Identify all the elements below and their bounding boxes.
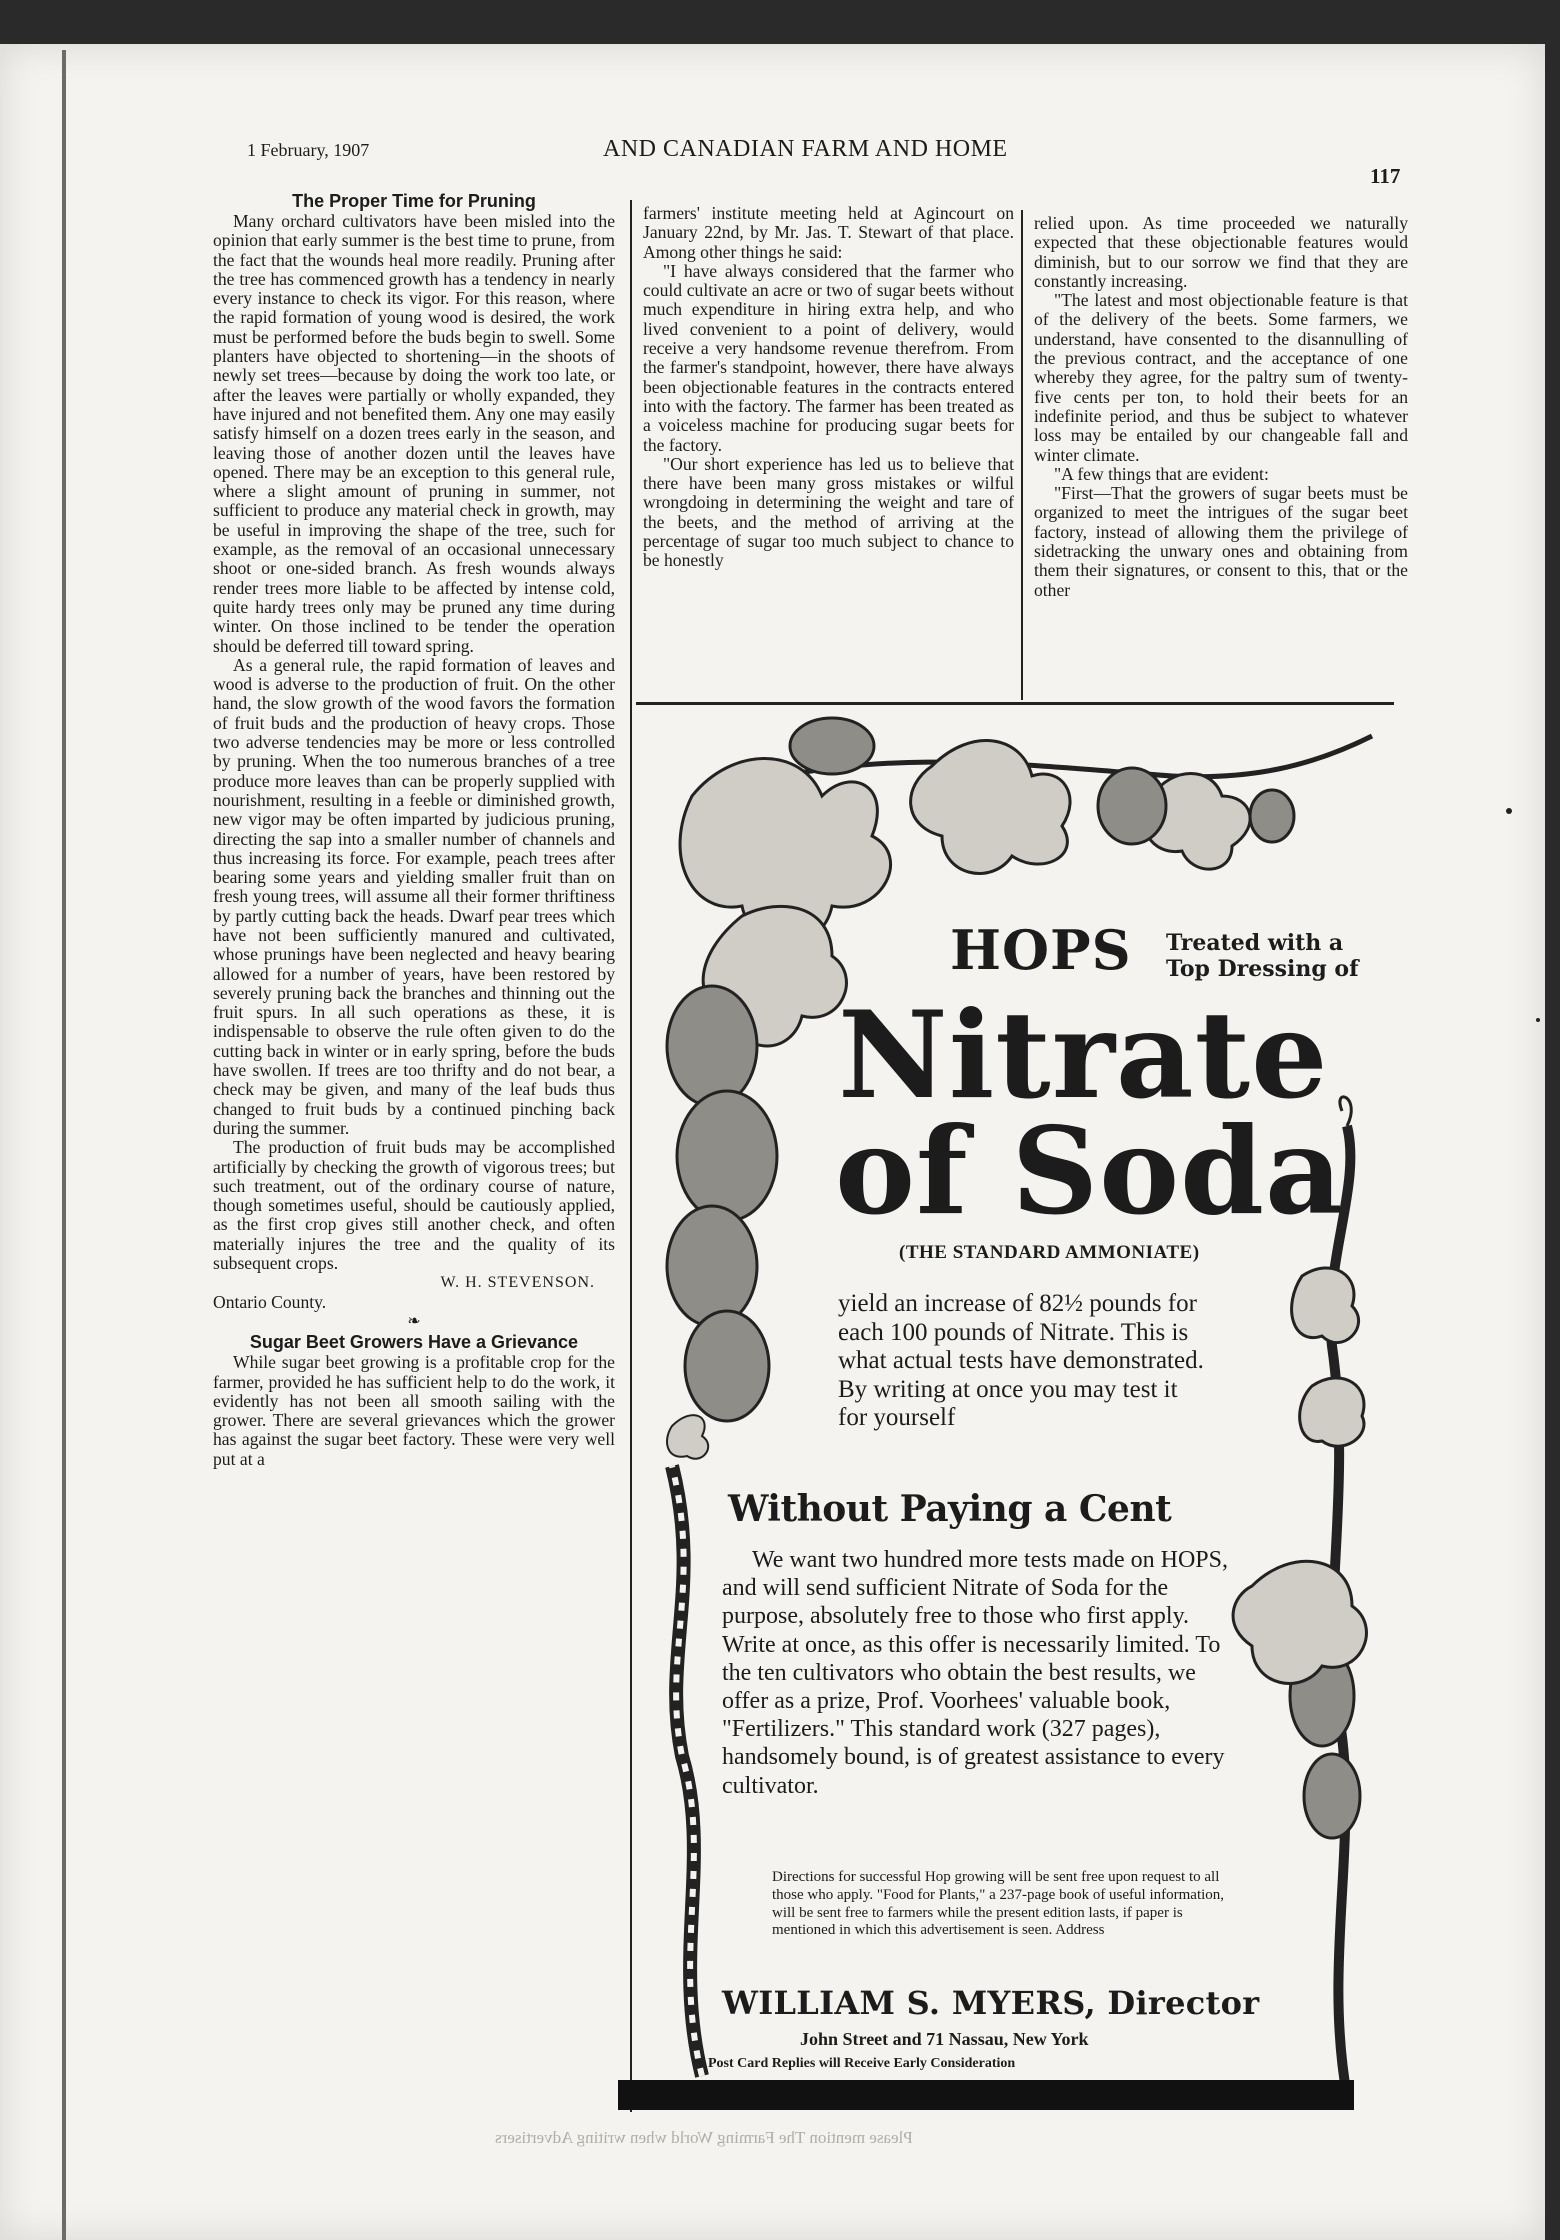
page-header [0,136,1545,188]
ad-address: John Street and 71 Nassau, New York [800,2029,1089,2049]
ad-nitrate-headline: Nitrate [838,985,1329,1126]
author-signature: W. H. STEVENSON. [440,1274,595,1292]
ad-treated-line1: Treated with a [1166,930,1344,956]
author-location: Ontario County. [213,1291,327,1312]
paragraph: "A few things that are evident: [1054,463,1269,484]
ad-treated-line2: Top Dressing of [1166,956,1359,982]
column-2 [643,204,1014,571]
paragraph: The production of fruit buds may be accomplished artificially by checking the growth of vigorous trees; but such treatment, out of the ordinary course of nature, though sometimes useful, should be cautiously applied, as the first crop gives still another check, and often materially injures the tree and the quality of its subsequent crops. [213,1137,615,1274]
column-1 [213,190,615,1469]
article-heading-sugar-beet: Sugar Beet Growers Have a Grievance [249,1332,579,1353]
header-date: 1 February, 1907 [247,140,370,160]
header-title: AND CANADIAN FARM AND HOME [603,136,1008,162]
ad-offer-text: We want two hundred more tests made on HOPS, and will send sufficient Nitrate of Soda for the purpose, absolutely free to those who first apply. Write at once, as this offer is necessarily limited. To the ten cultivators who obtain the best results, we offer as a prize, Prof. Voorhees' valuable book, "Fertilizers." This standard work (327 pages), handsomely bound, is of greatest assistance to every cultivator. [722,1547,1228,1799]
show-through-footer: Please mention The Farming World when writing Advertisers [495,2128,913,2147]
paragraph: As a general rule, the rapid formation of leaves and wood is adverse to the production of fruit. On the other hand, the slow growth of the wood favors the formation of fruit buds and the production of heavy crops. Those two adverse tendencies may be more or less controlled by pruning. When the too numerous branches of a tree produce more leaves than can be properly supplied with nourishment, resulting in a feeble or diminished growth, new vigor may be often imparted by judicious pruning, directing the sap into a smaller number of channels and thus increasing its force. For example, peach trees after bearing some years and yielding smaller fruit than on fresh young trees, will assume all their former thriftiness by partly cutting back the heads. Dwarf pear trees which have not been sufficiently manured and cultivated, whose prunings have been neglected and heavy bearing allowed for a number of years, have been restored by severely pruning back the branches and thinning out the fruit spurs. In all such operations as these, it is indispensable to observe the rule often given to do the cutting back in winter or in early spring, before the buds have swollen. If trees are too thrifty and do not bear, a check may be given, and many of the leaf buds thus changed to fruit buds by a continued pinching back during the summer. [213,654,615,1138]
ad-of-soda-headline: of Soda [835,1101,1344,1242]
column-divider [1021,210,1023,700]
paragraph: "First—That the growers of sugar beets must be organized to meet the intrigues of the sugar beet factory, instead of allowing them the privilege of sidetracking the unwary ones and obtaining from them their signatures, or consent to this, that or the other [1034,483,1408,600]
column-3 [1034,214,1408,600]
advertisement-top-rule [636,702,1394,705]
ornament-icon: ❧ [407,1312,421,1330]
ad-without-paying-heading: Without Paying a Cent [728,1488,1172,1530]
paragraph: "I have always considered that the farmer who could cultivate an acre or two of sugar beets without much expenditure in hiring extra help, and who lived convenient to a point of delivery, would receive a very handsome revenue therefrom. From the farmer's standpoint, however, there have always been objectionable features in the contracts entered into with the factory. The farmer has been treated as a voiceless machine for producing sugar beets for the factory. [643,260,1014,455]
ad-treated-line [1166,930,1359,982]
article-heading-pruning: The Proper Time for Pruning [292,191,536,211]
page-gutter-line [62,50,66,2240]
print-speck [1506,808,1512,814]
paragraph: relied upon. As time proceeded we naturally expected that these objectionable features would diminish, but to our sorrow we find that they are constantly increasing. [1034,213,1408,291]
paragraph: farmers' institute meeting held at Agincourt on January 22nd, by Mr. Jas. T. Stewart of that place. Among other things he said: [643,203,1014,262]
ad-director-name: WILLIAM S. MYERS, Director [722,1984,1260,2022]
advertisement-base-bar [618,2080,1354,2110]
print-speck [1536,1018,1540,1022]
nitrate-of-soda-advertisement [632,706,1394,2112]
ad-yield-text: yield an increase of 82½ pounds for each 100 pounds of Nitrate. This is what actual tests have demonstrated. By writing at once you may test it for yourself [838,1290,1204,1431]
paragraph: "The latest and most objectionable feature is that of the delivery of the beets. Some farmers, we understand, have consented to the disannulling of the previous contract, and the acceptance of one whereby they agree, for the paltry sum of twenty-five cents per ton, to hold their beets for an indefinite period, and thus be subject to whatever loss may be entailed by our changeable fall and winter climate. [1034,290,1408,465]
ad-ammoniate: (THE STANDARD AMMONIATE) [899,1242,1200,1263]
ad-hops-word: HOPS [950,918,1132,982]
page-number: 117 [1370,164,1401,188]
ad-directions-text: Directions for successful Hop growing will be sent free upon request to all those who apply. "Food for Plants," a 237-page book of useful information, will be sent free to farmers while the present edition lasts, if paper is mentioned in which this advertisement is seen. Address [772,1869,1225,1939]
paragraph: Many orchard cultivators have been misled into the opinion that early summer is the best time to prune, from the fact that the wounds heal more readily. Pruning after the tree has commenced growth has a tendency in nearly every instance to check its vigor. For this reason, where the rapid formation of young wood is desired, the work must be performed before the buds begin to swell. Some planters have objected to shortening—in the shoots of newly set trees—because by doing the work too late, or after the leaves were partially or wholly expanded, they have injured and not benefited them. Any one may easily satisfy himself on a dozen trees early in the season, and leaving those of another dozen until the leaves have opened. There may be an exception to this general rule, where a slight amount of pruning in summer, not sufficient to produce any material check in growth, may be useful in improving the shape of the tree, such for example, as the removal of an occasional unnecessary shoot or one-sided branch. As fresh wounds always render trees more liable to be affected by intense cold, quite hardy trees only may be pruned any time during winter. On those inclined to be tender the operation should be deferred till toward spring. [213,211,615,656]
paragraph: "Our short experience has led us to believe that there have been many gross mistakes or wilful wrongdoing in determining the weight and tare of the beets, and the method of arriving at the percentage of sugar too much subject to chance to be honestly [643,453,1014,571]
ad-postcard-note: Post Card Replies will Receive Early Consideration [708,2056,1016,2071]
paragraph: While sugar beet growing is a profitable crop for the farmer, provided he has sufficient help to do the work, it evidently has not been all smooth sailing with the grower. There are several grievances which the grower has against the sugar beet factory. These were very well put at a [213,1352,615,1469]
